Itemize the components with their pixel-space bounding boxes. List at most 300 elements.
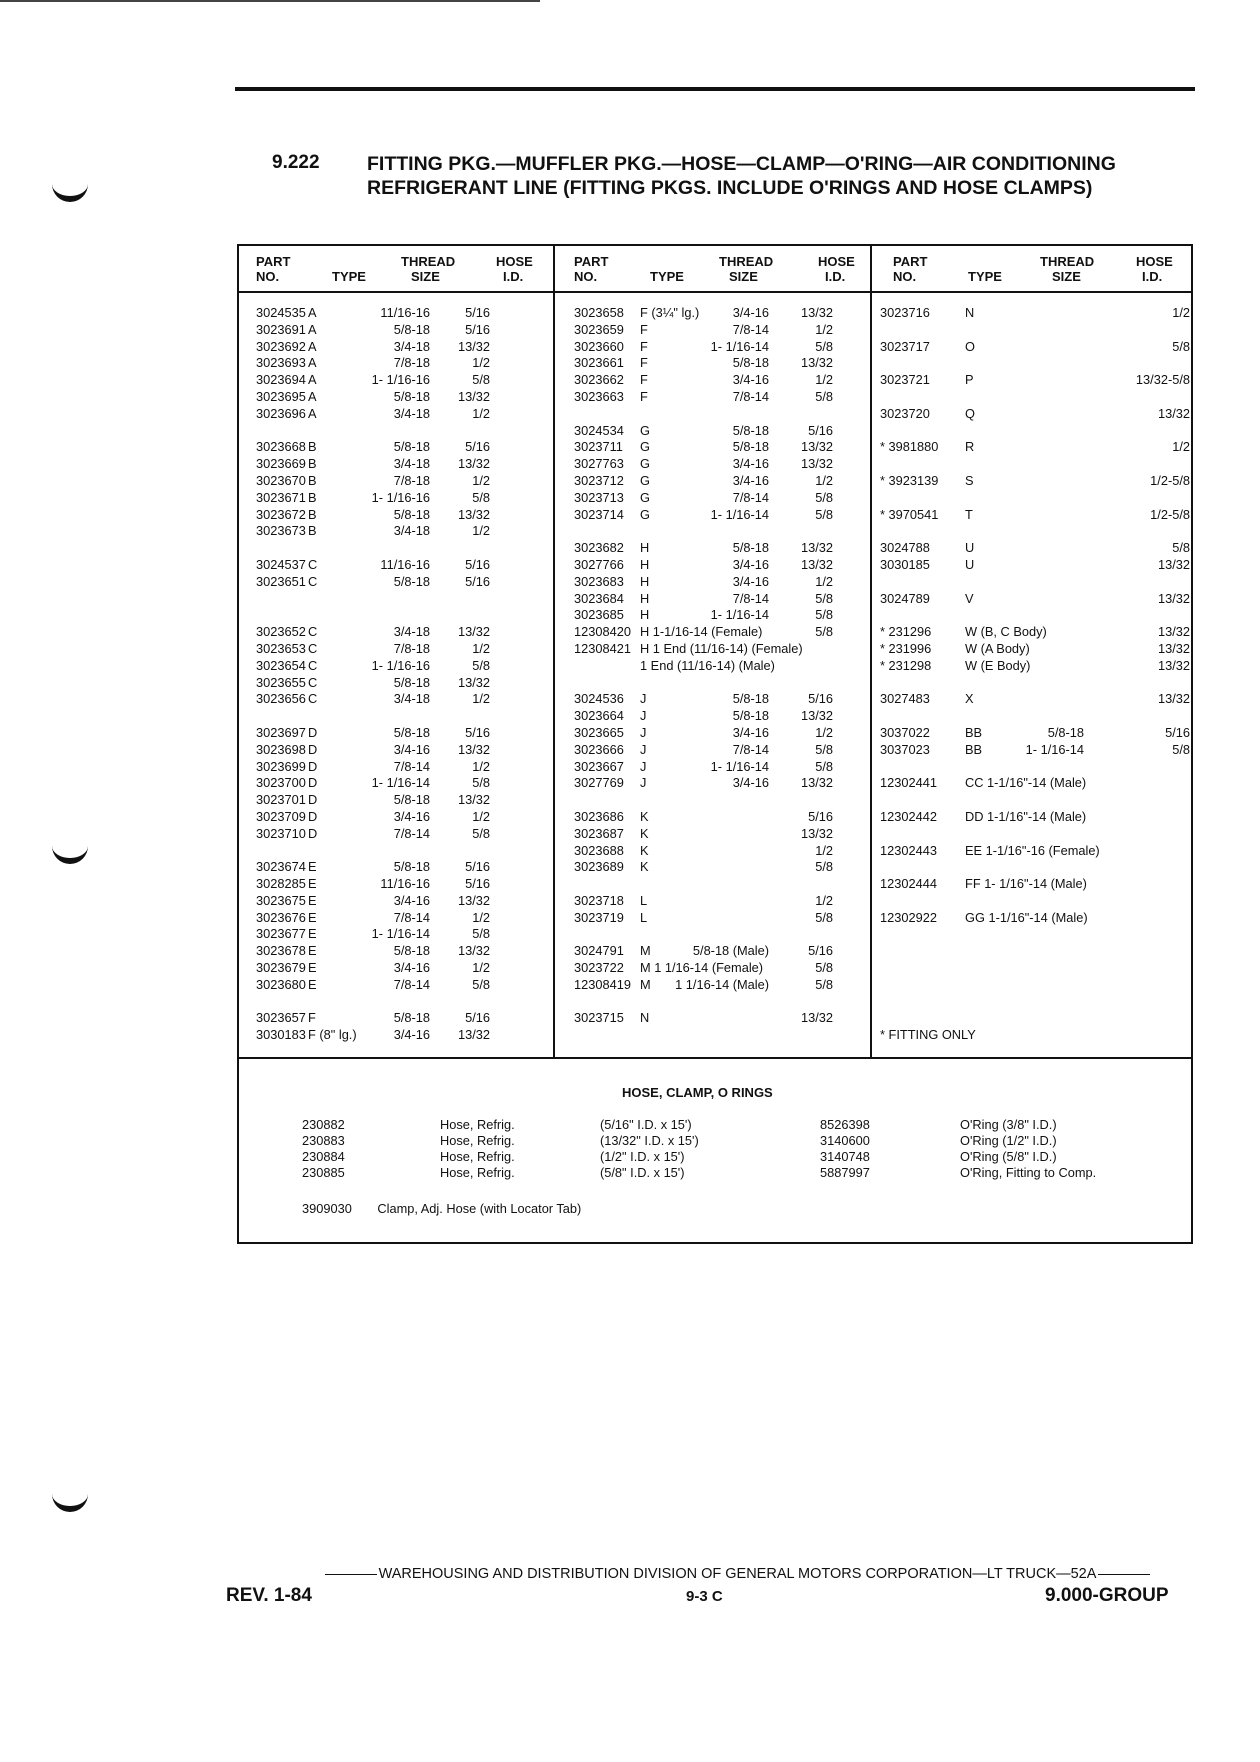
table-row: [574, 507, 869, 524]
type: A: [308, 355, 317, 371]
hose-id: 5/16: [465, 1010, 490, 1026]
table-row: [574, 775, 869, 792]
part-number: 3023679: [256, 960, 306, 976]
table-row: [574, 490, 869, 507]
thread-size: 5/8-18: [393, 506, 430, 522]
part-number: 3024537: [256, 556, 306, 572]
part-number: * 231298: [880, 657, 932, 673]
thread-size: 5/8-18: [732, 691, 769, 707]
part-number: 3024536: [574, 691, 624, 707]
part-number: 3023663: [574, 388, 624, 404]
row-spacer: [880, 355, 1190, 372]
table-row: [574, 574, 869, 591]
binder-hole-mark: [52, 176, 88, 202]
hose-id: 1/2: [815, 892, 833, 908]
table-row: [256, 372, 552, 389]
section-title-line: REFRIGERANT LINE (FITTING PKGS. INCLUDE O'RINGS AND HOSE CLAMPS): [367, 177, 1093, 199]
table-row: [574, 708, 869, 725]
hose-id: 5/8: [472, 825, 490, 841]
table-row: [256, 658, 552, 675]
type: P: [965, 372, 974, 388]
table-row: [256, 826, 552, 843]
thread-size: 7/8-14: [732, 321, 769, 337]
scan-edge-line: [0, 0, 540, 2]
hose-id: 1/2-5/8: [1150, 472, 1190, 488]
group-label: 9.000-GROUP: [1045, 1585, 1169, 1606]
part-number: 12302442: [880, 808, 937, 824]
table-row: [574, 943, 869, 960]
thread-size: 3/4-16: [393, 960, 430, 976]
table-row: [256, 574, 552, 591]
part-number: 12302922: [880, 909, 937, 925]
row-spacer: [880, 926, 1190, 943]
thread-size: 1- 1/16-14: [371, 775, 430, 791]
thread-size: 3/4-16: [732, 456, 769, 472]
table-row: [574, 355, 869, 372]
part-number: * 231996: [880, 640, 932, 656]
type: T: [965, 506, 973, 522]
type: BB: [965, 724, 983, 740]
part-number: 3023720: [880, 405, 930, 421]
part-number: 3023667: [574, 758, 624, 774]
table-row: [574, 910, 869, 927]
hose-id: 1/2: [472, 758, 490, 774]
hose-id: 13/32: [457, 674, 490, 690]
part-number: 3023677: [256, 926, 306, 942]
hose-id: 13/32: [457, 388, 490, 404]
hose-id: 5/8: [815, 758, 833, 774]
row-spacer: [880, 859, 1190, 876]
type: F: [308, 1010, 316, 1026]
thread-size: 3/4-16: [393, 1027, 430, 1043]
hose-id: 5/8: [815, 489, 833, 505]
hose-id: 1/2: [472, 523, 490, 539]
thread-size: 5/8-18: [393, 573, 430, 589]
part-number: 3023713: [574, 489, 624, 505]
type: E: [308, 859, 317, 875]
hose-id: 13/32: [1157, 590, 1190, 606]
hose-id: 5/8: [472, 976, 490, 992]
binder-hole-mark: [52, 1486, 88, 1512]
type: F: [640, 321, 648, 337]
part-number: 3023652: [256, 624, 306, 640]
thread-size: 1- 1/16-14: [710, 338, 769, 354]
table-row: [256, 523, 552, 540]
thread-size: 7/8-14: [732, 741, 769, 757]
part-number: 3023670: [256, 472, 306, 488]
part-number: 3023666: [574, 741, 624, 757]
thread-size: 3/4-16: [732, 305, 769, 320]
type: R: [965, 439, 975, 455]
hose-part-number: 230883: [302, 1133, 345, 1148]
header-rule: [235, 87, 1195, 91]
part-number: 3023696: [256, 405, 306, 421]
hose-id: 5/8: [472, 775, 490, 791]
hose-part-number: 230882: [302, 1117, 345, 1132]
part-number: 3023688: [574, 842, 624, 858]
type: U: [965, 556, 975, 572]
table-row: [880, 406, 1190, 423]
type: J: [640, 691, 647, 707]
thread-size: 11/16-16: [380, 876, 430, 892]
table-row: [256, 910, 552, 927]
row-spacer: [256, 540, 552, 557]
header-hose: HOSE: [496, 254, 533, 269]
header-no: NO.: [574, 269, 598, 284]
row-spacer: [574, 523, 869, 540]
thread-size: 5/8-18: [393, 724, 430, 740]
hose-size: (5/16" I.D. x 15'): [600, 1117, 692, 1132]
thread-size: 3/4-18: [393, 523, 430, 539]
type: M 1 1/16-14 (Female): [640, 960, 764, 976]
revision-label: REV. 1-84: [226, 1585, 312, 1606]
table-row: [256, 389, 552, 406]
type: H 1 End (11/16-14) (Female): [640, 640, 803, 656]
table-row: [256, 725, 552, 742]
row-spacer: [574, 792, 869, 809]
hose-id: 13/32: [457, 943, 490, 959]
table-row: [574, 322, 869, 339]
type: E: [308, 909, 317, 925]
part-number: 3023714: [574, 506, 624, 522]
hose-id: 13/32: [457, 624, 490, 640]
type: D: [308, 808, 318, 824]
part-number: 3023673: [256, 523, 306, 539]
table-row: [256, 960, 552, 977]
hose-id: 13/32: [1157, 691, 1190, 707]
hose-id: 13/32: [457, 741, 490, 757]
header-type: TYPE: [968, 269, 1002, 284]
row-spacer: [574, 994, 869, 1011]
thread-size: 3/4-16: [732, 775, 769, 791]
hose-description: Hose, Refrig.: [440, 1165, 515, 1180]
header-thread: THREAD: [401, 254, 456, 269]
part-number: 3037022: [880, 724, 930, 740]
row-spacer: [880, 607, 1190, 624]
hose-id: 1/2: [472, 960, 490, 976]
thread-size: 5/8-18: [1047, 724, 1084, 740]
hose-id: 5/8: [815, 859, 833, 875]
table-row: [880, 641, 1190, 658]
thread-size: 5/8-18: [393, 388, 430, 404]
table-row: [880, 775, 1190, 792]
hose-id: 5/16: [465, 321, 490, 337]
type: L: [640, 909, 648, 925]
hose-id: 13/32: [457, 892, 490, 908]
hose-id: 13/32: [800, 556, 833, 572]
row-spacer: [256, 607, 552, 624]
hose-id: 5/16: [465, 859, 490, 875]
part-number: 3023716: [880, 305, 930, 320]
part-number: 3024791: [574, 943, 624, 959]
hose-row: [302, 1149, 862, 1165]
type: DD 1-1/16"-14 (Male): [965, 808, 1087, 824]
hose-id: 1/2: [815, 842, 833, 858]
type: E: [308, 876, 317, 892]
type: U: [965, 540, 975, 556]
type: N: [640, 1010, 650, 1026]
type: K: [640, 842, 649, 858]
type: EE 1-1/16"-16 (Female): [965, 842, 1100, 858]
table-row: [880, 591, 1190, 608]
part-number: 3023653: [256, 640, 306, 656]
row-spacer: [880, 826, 1190, 843]
part-number: 3030183: [256, 1027, 306, 1043]
table-row: [256, 691, 552, 708]
part-number: 3023668: [256, 439, 306, 455]
part-number: 3037023: [880, 741, 930, 757]
part-number: 3023709: [256, 808, 306, 824]
table-row: [574, 658, 869, 675]
column-header: [256, 244, 552, 291]
thread-size: 7/8-14: [393, 976, 430, 992]
thread-size: 11/16-16: [380, 305, 430, 320]
row-spacer: [880, 523, 1190, 540]
hose-part-number: 230885: [302, 1165, 345, 1180]
hose-id: 13/32: [800, 775, 833, 791]
hose-id: 5/16: [465, 876, 490, 892]
row-spacer: [256, 994, 552, 1011]
parts-column-2: [574, 244, 869, 1027]
hose-id: 13/32: [457, 506, 490, 522]
part-number: 3023691: [256, 321, 306, 337]
thread-size: 1- 1/16-14: [1025, 741, 1084, 757]
part-number: 3023692: [256, 338, 306, 354]
type: A: [308, 338, 317, 354]
part-number: 3023682: [574, 540, 624, 556]
hose-id: 13/32: [800, 355, 833, 371]
table-row: [256, 675, 552, 692]
type: F (8" lg.): [308, 1027, 357, 1043]
part-number: 3023700: [256, 775, 306, 791]
table-row: [880, 339, 1190, 356]
part-number: 3028285: [256, 876, 306, 892]
type: C: [308, 674, 318, 690]
table-row: [880, 473, 1190, 490]
table-row: [574, 456, 869, 473]
clamp-description: Clamp, Adj. Hose (with Locator Tab): [377, 1201, 582, 1216]
table-row: [880, 1027, 1190, 1044]
type: D: [308, 724, 318, 740]
thread-size: 1- 1/16-14: [710, 758, 769, 774]
part-number: 3023669: [256, 456, 306, 472]
row-spacer: [880, 490, 1190, 507]
table-row: [574, 893, 869, 910]
type: F (3¼" lg.): [640, 305, 700, 320]
type: G: [640, 439, 650, 455]
part-number: 3023689: [574, 859, 624, 875]
type: K: [640, 859, 649, 875]
part-number: * 3981880: [880, 439, 939, 455]
row-spacer: [574, 675, 869, 692]
type: K: [640, 825, 649, 841]
table-row: [574, 826, 869, 843]
thread-size: 3/4-16: [732, 472, 769, 488]
type: H 1-1/16-14 (Female): [640, 624, 763, 640]
type: E: [308, 976, 317, 992]
table-row: [574, 742, 869, 759]
oring-row: [820, 1117, 1180, 1133]
part-number: * FITTING ONLY: [880, 1027, 976, 1043]
header-part: PART: [256, 254, 291, 269]
table-row: [256, 557, 552, 574]
oring-description: O'Ring, Fitting to Comp.: [960, 1165, 1097, 1180]
type: C: [308, 691, 318, 707]
part-number: 3023671: [256, 489, 306, 505]
table-row: [574, 960, 869, 977]
thread-size: 11/16-16: [380, 556, 430, 572]
hose-id: 5/8: [1172, 540, 1190, 556]
type: O: [965, 338, 975, 354]
header-part: PART: [574, 254, 609, 269]
hose-id: 13/32: [800, 708, 833, 724]
hose-id: 5/8: [815, 960, 833, 976]
hose-list: [302, 1117, 862, 1181]
hose-id: 13/32: [457, 792, 490, 808]
type: E: [308, 960, 317, 976]
thread-size: 5/8-18: [393, 792, 430, 808]
row-spacer: [880, 960, 1190, 977]
table-row: [256, 926, 552, 943]
thread-size: 3/4-16: [732, 556, 769, 572]
table-row: [256, 1010, 552, 1027]
table-row: [880, 876, 1190, 893]
thread-size: 1- 1/16-16: [371, 372, 430, 388]
type: 1 End (11/16-14) (Male): [640, 657, 775, 673]
type: CC 1-1/16"-14 (Male): [965, 775, 1087, 791]
table-row: [574, 473, 869, 490]
type: S: [965, 472, 974, 488]
part-number: * 3970541: [880, 506, 939, 522]
hose-id: 13/32: [457, 456, 490, 472]
section-number: 9.222: [272, 152, 320, 173]
thread-size: 5/8-18 (Male): [692, 943, 769, 959]
type: B: [308, 456, 317, 472]
type: H: [640, 573, 650, 589]
type: D: [308, 825, 318, 841]
clamp-row: [302, 1201, 581, 1217]
hose-description: Hose, Refrig.: [440, 1117, 515, 1132]
part-number: 3030185: [880, 556, 930, 572]
part-number: 3023717: [880, 338, 930, 354]
row-spacer: [880, 977, 1190, 994]
part-number: 12302444: [880, 876, 937, 892]
hose-id: 1/2: [815, 472, 833, 488]
header-id: I.D.: [503, 269, 524, 284]
row-spacer: [880, 389, 1190, 406]
type: C: [308, 657, 318, 673]
type: E: [308, 943, 317, 959]
part-number: 3027769: [574, 775, 624, 791]
thread-size: 7/8-14: [393, 825, 430, 841]
part-number: 3023676: [256, 909, 306, 925]
hose-row: [302, 1117, 862, 1133]
thread-size: 7/8-14: [732, 388, 769, 404]
table-row: [256, 456, 552, 473]
hose-id: 5/16: [465, 556, 490, 572]
clamp-part-number: 3909030: [302, 1201, 352, 1216]
hose-id: 1/2: [1172, 305, 1190, 320]
part-number: 3023697: [256, 724, 306, 740]
header-size: SIZE: [729, 269, 758, 284]
binder-hole-mark: [52, 838, 88, 864]
lower-section-title: HOSE, CLAMP, O RINGS: [622, 1085, 773, 1100]
table-row: [880, 910, 1190, 927]
section-title-line: FITTING PKG.—MUFFLER PKG.—HOSE—CLAMP—O'RING—AIR CONDITIONING: [367, 153, 1116, 175]
hose-id: 13/32: [800, 540, 833, 556]
thread-size: 5/8-18: [393, 321, 430, 337]
hose-id: 1/2: [1172, 439, 1190, 455]
oring-description: O'Ring (5/8" I.D.): [960, 1149, 1057, 1164]
part-number: 3023693: [256, 355, 306, 371]
header-size: SIZE: [1052, 269, 1081, 284]
parts-column-1: [256, 244, 552, 1044]
table-row: [880, 540, 1190, 557]
table-row: [574, 809, 869, 826]
thread-size: 7/8-14: [732, 590, 769, 606]
oring-part-number: 5887997: [820, 1165, 870, 1180]
part-number: 3023665: [574, 724, 624, 740]
hose-description: Hose, Refrig.: [440, 1149, 515, 1164]
hose-id: 1/2: [472, 808, 490, 824]
thread-size: 3/4-16: [732, 372, 769, 388]
table-row: [574, 759, 869, 776]
table-row: [256, 339, 552, 356]
hose-id: 13/32: [800, 1010, 833, 1026]
part-number: 3023722: [574, 960, 624, 976]
hose-id: 5/16: [808, 943, 833, 959]
type: J: [640, 758, 647, 774]
hose-id: 5/16: [1165, 724, 1190, 740]
hose-id: 1/2: [815, 321, 833, 337]
row-spacer: [880, 322, 1190, 339]
parts-column-3: [880, 244, 1190, 1044]
row-spacer: [880, 994, 1190, 1011]
table-row: [574, 389, 869, 406]
hose-id: 5/8: [472, 372, 490, 388]
type: J: [640, 724, 647, 740]
part-number: 3023699: [256, 758, 306, 774]
thread-size: 5/8-18: [732, 439, 769, 455]
header-size: SIZE: [411, 269, 440, 284]
type: V: [965, 590, 974, 606]
part-number: 3023674: [256, 859, 306, 875]
type: H: [640, 590, 650, 606]
oring-row: [820, 1165, 1180, 1181]
table-row: [256, 305, 552, 322]
type: X: [965, 691, 974, 707]
row-spacer: [880, 893, 1190, 910]
hose-id: 5/8: [1172, 338, 1190, 354]
part-number: 3024535: [256, 305, 306, 320]
table-row: [574, 859, 869, 876]
type: J: [640, 741, 647, 757]
table-row: [880, 557, 1190, 574]
oring-part-number: 8526398: [820, 1117, 870, 1132]
thread-size: 5/8-18: [393, 439, 430, 455]
table-row: [880, 691, 1190, 708]
type: F: [640, 338, 648, 354]
hose-id: 13/32: [1157, 556, 1190, 572]
type: W (B, C Body): [965, 624, 1047, 640]
hose-size: (13/32" I.D. x 15'): [600, 1133, 699, 1148]
table-row: [256, 759, 552, 776]
thread-size: 3/4-16: [393, 741, 430, 757]
type: W (E Body): [965, 657, 1031, 673]
hose-id: 1/2: [472, 355, 490, 371]
part-number: 3023660: [574, 338, 624, 354]
table-row: [256, 859, 552, 876]
